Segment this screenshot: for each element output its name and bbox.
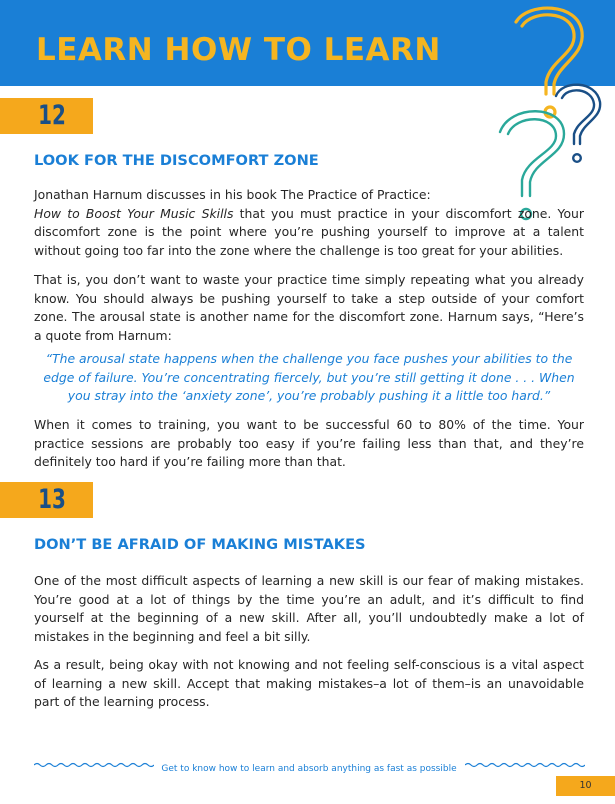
footer-wave-right xyxy=(465,760,585,770)
paragraph: As a result, being okay with not knowing and not feeling self-conscious is a vital aspect of learning a new skill. Accept that making mistakes–a lot of them–is an unavoidable part of the learning process. xyxy=(34,657,584,709)
quote-block: “The arousal state happens when the challenge you face pushes your abilities to the edge of failure. You’re concentrating fiercely, but you’re still getting it done . . . When you stray into the ‘anxiety zone’, you’re probably pushing it a little too hard.” xyxy=(43,351,575,403)
paragraph: That is, you don’t want to waste your practice time simply repeating what you already know. You should always be pushing yourself to take a step outside of your comfort zone. The arousal state is another name for the discomfort zone. Harnum says, “Here’s a quote from Harnum: xyxy=(34,272,584,343)
paragraph-lead: Jonathan Harnum discusses in his book The Practice of Practice: xyxy=(34,187,431,202)
paragraph: One of the most difficult aspects of learning a new skill is our fear of making mistakes. You’re good at a lot of things by the time you’re an adult, and it’s difficult to find yourself at the beginning of a new skill. After all, you’ll undoubtedly make a lot of mistakes in the beginning and feel a bit silly. xyxy=(34,573,584,644)
section-number: 13 xyxy=(38,484,66,515)
paragraph xyxy=(34,186,584,260)
section-number-tab xyxy=(0,98,93,134)
section-heading: LOOK FOR THE DISCOMFORT ZONE xyxy=(34,152,319,169)
book-title: How to Boost Your Music Skills xyxy=(34,205,234,221)
section-number-tab xyxy=(0,482,93,518)
section-heading: DON’T BE AFRAID OF MAKING MISTAKES xyxy=(34,536,366,553)
footer-tagline: Get to know how to learn and absorb anything as fast as possible xyxy=(161,764,457,774)
page-number: 10 xyxy=(556,776,615,796)
section-number: 12 xyxy=(38,100,66,131)
page-title: LEARN HOW TO LEARN xyxy=(36,32,441,68)
paragraph: When it comes to training, you want to be successful 60 to 80% of the time. Your practice sessions are probably too easy if you’re failing less than that, and they’re definitely too hard if you’re failing more than that. xyxy=(34,417,584,469)
footer-wave-left xyxy=(34,760,154,770)
paragraph-text: that you must practice in your discomfort zone. Your discomfort zone is the point where you’re pushing yourself to improve at a talent without going too far into the zone where the challenge is too great for your abilities. xyxy=(34,205,584,258)
